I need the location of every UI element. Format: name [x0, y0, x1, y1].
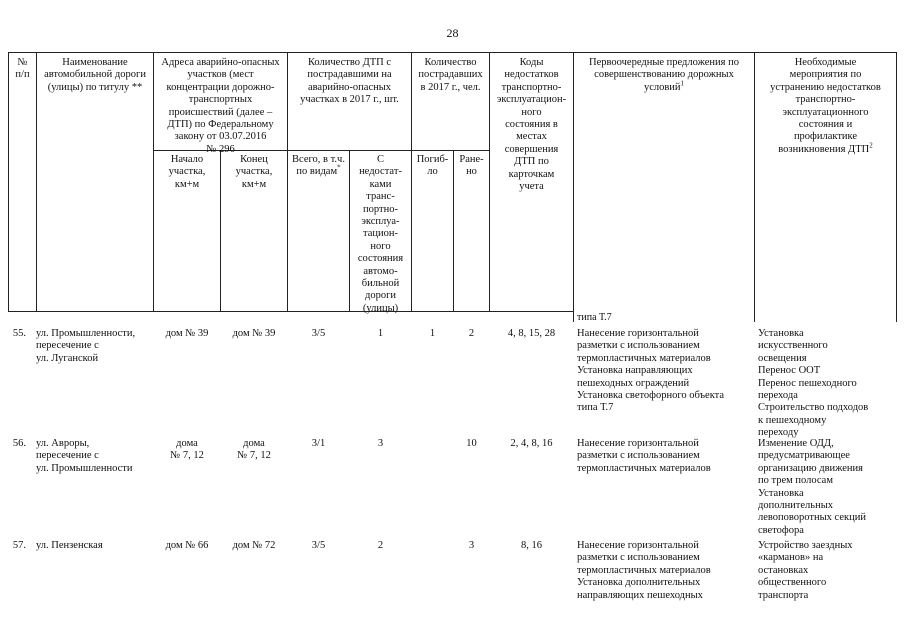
proposal-line: Нанесение горизонтальной — [577, 438, 699, 449]
header-total-by-type — [288, 154, 349, 179]
header-defect-codes-line: недостатков — [504, 69, 559, 81]
header-injured-line: но — [466, 166, 477, 178]
proposal-line: Установка светофорного объекта — [577, 390, 725, 402]
proposal-line: термопластичных материалов — [577, 564, 711, 576]
footnote-marker: 1 — [680, 79, 685, 88]
section-end-line: дом № 72 — [232, 540, 276, 551]
road-name — [36, 328, 153, 365]
header-with-defects-line: портно- — [363, 203, 398, 215]
header-road-name-line: автомобильной дороги — [44, 69, 146, 81]
road-name-line: ул. Промышленности, — [36, 328, 136, 339]
header-defect-codes-line: Коды — [519, 57, 544, 68]
header-dtp-count-line: пострадавшими на — [307, 69, 392, 81]
header-section-end — [221, 154, 287, 191]
header-total-line — [288, 163, 349, 178]
header-addresses-line: Адреса аварийно-опасных — [161, 57, 280, 68]
header-section-start-line: Начало — [170, 154, 204, 165]
header-num-line: № — [17, 57, 28, 68]
header-proposals-line — [574, 79, 754, 94]
header-victims-line: Количество — [424, 57, 477, 68]
measure-line: искусственного — [758, 340, 828, 352]
proposal-line: разметки с использованием — [577, 552, 700, 564]
proposal-line: разметки с использованием — [577, 340, 700, 352]
proposal-line: Установка направляющих — [577, 365, 693, 377]
road-name — [36, 540, 153, 552]
proposal-line: направляющих пешеходных — [577, 589, 703, 601]
section-end — [221, 438, 287, 463]
header-section-start — [154, 154, 220, 191]
header-dtp-count-line: участках в 2017 г., шт. — [300, 94, 399, 106]
section-start — [154, 438, 220, 463]
footnote-marker: 2 — [869, 141, 873, 150]
header-with-defects-line: дороги — [364, 290, 397, 302]
header-with-defects-line: бильной — [361, 278, 400, 290]
header-total-text: Всего, в т.ч. — [292, 154, 345, 165]
header-defect-codes-line: состояния в — [505, 119, 558, 131]
road-name-line: ул. Пензенская — [36, 540, 103, 551]
defect-codes: 4, 8, 15, 28 — [507, 328, 556, 339]
measure-line: Строительство подходов — [758, 402, 869, 414]
header-total-text: по видам — [296, 166, 338, 178]
measure-line: общественного — [758, 577, 827, 589]
injured-count: 3 — [468, 540, 475, 551]
header-num-line: п/п — [15, 69, 30, 81]
measure-line: организацию движения — [758, 462, 863, 474]
dtp-total: 3/5 — [311, 540, 326, 551]
header-section-end-line: участка, — [235, 166, 273, 178]
header-addresses-line: концентрации дорожно- — [166, 81, 275, 93]
header-measures-line: Необходимые — [794, 57, 857, 68]
measure-line: Перенос ООТ — [758, 365, 821, 377]
required-measures — [758, 438, 898, 537]
measure-line: левоповоротных секций — [758, 512, 866, 524]
header-victims — [412, 57, 489, 94]
header-dtp-count-line: аварийно-опасных — [307, 81, 392, 93]
header-with-defects-line: тацион- — [363, 228, 398, 240]
measure-line: перехода — [758, 390, 798, 402]
header-section-start-line: участка, — [168, 166, 206, 178]
section-start-line: дом № 39 — [165, 328, 209, 339]
header-addresses-line: транспортных — [188, 94, 253, 106]
road-name-line: ул. Луганской — [36, 352, 99, 364]
header-proposals-line: Первоочередные предложения по — [589, 57, 739, 68]
header-measures-line — [755, 141, 896, 156]
dtp-total: 3/1 — [311, 438, 326, 449]
measure-line: Перенос пешеходного — [758, 377, 857, 389]
header-addresses-line: ДТП) по Федеральному — [167, 119, 274, 131]
measure-line: Изменение ОДД, — [758, 438, 834, 449]
header-killed — [412, 154, 453, 179]
proposal-line: Нанесение горизонтальной — [577, 540, 699, 551]
measure-line: Установка — [758, 487, 804, 499]
header-num — [9, 57, 36, 82]
header-victims-line: пострадавших — [418, 69, 483, 81]
page-number: 28 — [446, 26, 459, 40]
header-injured — [454, 154, 489, 179]
header-defect-codes-line: карточкам — [508, 168, 555, 180]
section-end-line: № 7, 12 — [237, 450, 271, 462]
header-road-name-line: (улицы) по титулу ** — [47, 81, 143, 93]
section-end — [221, 328, 287, 340]
dtp-with-defects: 3 — [377, 438, 384, 449]
header-with-defects-line: транс- — [366, 191, 395, 203]
footnote-marker: * — [337, 163, 341, 172]
measure-line: Установка — [758, 328, 804, 339]
row-number: 57. — [12, 540, 26, 551]
header-with-defects-line: ками — [369, 178, 392, 190]
section-start — [154, 540, 220, 552]
required-measures — [758, 328, 898, 440]
section-start-line: № 7, 12 — [170, 450, 204, 462]
header-measures-line: эксплуатационного — [782, 106, 869, 118]
header-section-end-line: км+м — [241, 178, 267, 190]
dtp-with-defects: 2 — [377, 540, 384, 551]
measure-line: переходу — [758, 427, 799, 439]
header-measures-line: мероприятия по — [789, 69, 862, 81]
header-defect-codes-line: совершения — [504, 143, 559, 155]
dtp-total: 3/5 — [311, 328, 326, 339]
measure-line: по трем полосам — [758, 475, 833, 487]
header-measures-line: транспортно- — [795, 94, 856, 106]
measure-line: освещения — [758, 352, 807, 364]
section-start-line: дом № 66 — [165, 540, 209, 551]
carryover-text: типа Т.7 — [577, 312, 612, 323]
header-with-defects — [350, 154, 411, 315]
priority-proposals — [577, 438, 753, 475]
header-injured-line: Ране- — [459, 154, 484, 165]
header-addresses-line: закону от 03.07.2016 — [174, 131, 267, 143]
measure-line: «карманов» на — [758, 552, 824, 564]
proposal-line: Нанесение горизонтальной — [577, 328, 699, 339]
header-with-defects-line: С — [376, 154, 384, 165]
proposal-line: типа Т.7 — [577, 402, 614, 414]
header-defect-codes-line: эксплуатацион- — [496, 94, 567, 106]
header-defect-codes-line: транспортно- — [501, 81, 562, 93]
injured-count: 10 — [466, 438, 477, 449]
header-victims-line: в 2017 г., чел. — [420, 81, 481, 93]
header-addresses-line: участков (мест — [187, 69, 254, 81]
measure-line: светофора — [758, 524, 804, 536]
section-end-line: дома — [243, 438, 265, 449]
header-with-defects-line: ного — [370, 240, 391, 252]
header-required-measures — [755, 57, 896, 156]
header-road-name-line: Наименование — [62, 57, 128, 68]
measure-line: Устройство заездных — [758, 540, 853, 551]
header-dtp-count — [288, 57, 411, 107]
header-proposals-text: условий — [643, 81, 681, 93]
measure-line: дополнительных — [758, 500, 834, 512]
road-name-line: ул. Авроры, — [36, 438, 90, 449]
header-addresses-line: № 296 — [206, 143, 235, 155]
priority-proposals — [577, 328, 753, 415]
required-measures — [758, 540, 898, 602]
table-left-border — [8, 52, 9, 312]
header-defect-codes-line: учета — [519, 181, 544, 193]
measure-line: транспорта — [758, 589, 809, 601]
header-addresses — [154, 57, 287, 156]
header-addresses-line: происшествий (далее – — [168, 106, 273, 118]
subheader-border-victims — [411, 150, 489, 151]
header-measures-text: возникновения ДТП — [778, 143, 870, 155]
row-number: 55. — [12, 328, 26, 339]
defect-codes: 2, 4, 8, 16 — [510, 438, 553, 449]
header-with-defects-line: автомо- — [363, 265, 398, 277]
table-right-border — [896, 52, 897, 322]
proposal-line: Установка дополнительных — [577, 577, 701, 589]
road-name — [36, 438, 153, 475]
dtp-with-defects: 1 — [377, 328, 384, 339]
header-measures-line: устранению недостатков — [770, 81, 881, 93]
header-with-defects-line: недостат- — [359, 166, 402, 178]
header-measures-line: состояния и — [798, 119, 853, 131]
header-section-start-line: км+м — [174, 178, 200, 190]
priority-proposals — [577, 540, 753, 602]
header-measures-line: профилактике — [793, 131, 858, 143]
road-name-line: пересечение с — [36, 340, 99, 352]
killed-count: 1 — [429, 328, 436, 339]
header-dtp-count-line: Количество ДТП с — [307, 57, 392, 68]
section-start — [154, 328, 220, 340]
measure-line: к пешеходному — [758, 414, 827, 426]
table-top-border — [8, 52, 897, 53]
proposal-line: разметки с использованием — [577, 450, 700, 462]
header-road-name — [37, 57, 153, 94]
header-priority-proposals — [574, 57, 754, 94]
header-defect-codes — [490, 57, 573, 193]
road-name-line: ул. Промышленности — [36, 462, 133, 474]
injured-count: 2 — [468, 328, 475, 339]
proposal-line: пешеходных ограждений — [577, 377, 690, 389]
proposal-line: термопластичных материалов — [577, 462, 711, 474]
road-name-line: пересечение с — [36, 450, 99, 462]
header-killed-line: Погиб- — [416, 154, 449, 165]
header-section-end-line: Конец — [240, 154, 268, 165]
header-with-defects-line: (улицы) — [362, 302, 399, 314]
header-with-defects-line: эксплуа- — [361, 216, 400, 228]
defect-codes: 8, 16 — [521, 540, 542, 551]
header-proposals-line: совершенствованию дорожных — [594, 69, 734, 81]
measure-line: остановках — [758, 564, 809, 576]
row-number: 56. — [12, 438, 26, 449]
proposal-line: термопластичных материалов — [577, 352, 711, 364]
section-end — [221, 540, 287, 552]
header-defect-codes-line: ного — [521, 106, 542, 118]
section-end-line: дом № 39 — [232, 328, 276, 339]
section-start-line: дома — [176, 438, 198, 449]
header-defect-codes-line: местах — [516, 131, 547, 143]
header-defect-codes-line: ДТП по — [514, 156, 549, 168]
header-with-defects-line: состояния — [357, 253, 404, 265]
measure-line: предусматривающее — [758, 450, 850, 462]
header-killed-line: ло — [427, 166, 438, 178]
